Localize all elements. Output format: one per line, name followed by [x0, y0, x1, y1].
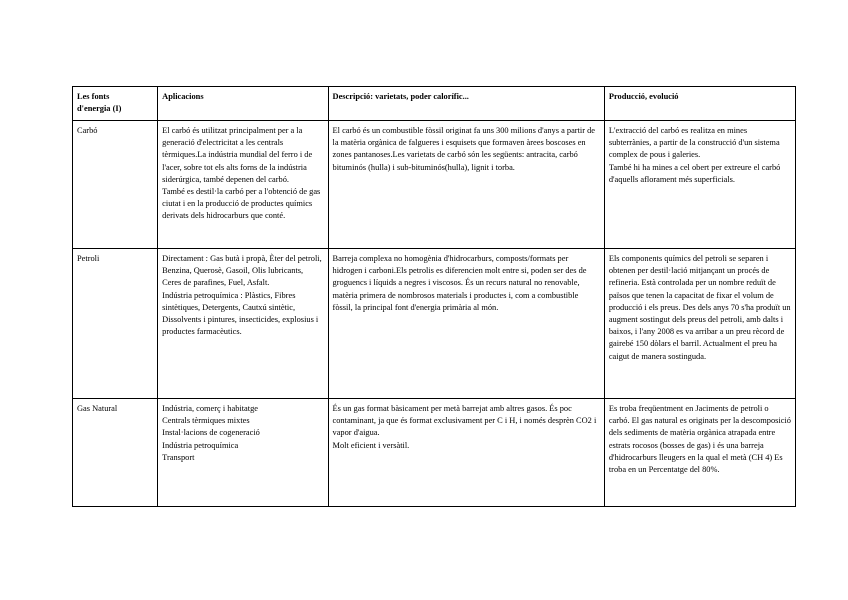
table-row-gas-natural — [73, 399, 796, 507]
cell-name-gas-natural: Gas Natural — [73, 399, 158, 507]
cell-descripcio-gas-natural: És un gas format bàsicament per metà barrejat amb altres gasos. És poc contaminant, ja que és format exclusivament per C i H, i només desprèn CO2 i vapor d'aigua. Molt eficient i versàtil. — [328, 399, 604, 507]
cell-name-carbo: Carbó — [73, 121, 158, 249]
header-produccio: Producció, evolució — [604, 87, 795, 121]
cell-name-petroli: Petroli — [73, 249, 158, 399]
table-row-petroli — [73, 249, 796, 399]
header-fonts-energia: Les fonts d'energia (I) — [73, 87, 158, 121]
cell-produccio-gas-natural: Es troba freqüentment en Jaciments de petroli o carbó. El gas natural es originats per la descomposició dels sediments de matèria orgànica atrapada entre estrats rocosos (bosses de gas) i és una barreja d'hidrocarburs lleugers en la qual el metà (CH 4) Es troba en un Percentatge del 80%. — [604, 399, 795, 507]
header-aplicacions: Aplicacions — [158, 87, 328, 121]
header-descripcio: Descripció: varietats, poder calorífic... — [328, 87, 604, 121]
cell-aplicacions-carbo: El carbó és utilitzat principalment per a la generació d'electricitat a les centrals tèrmiques.La indústria mundial del ferro i de l'acer, sobre tot els alts forns de la indústria siderúrgica, també depenen del carbó. També es destil·la carbó per a l'obtenció de gas ciutat i en la producció de productes químics derivats dels hidrocarburs que conté. — [158, 121, 328, 249]
table-header-row — [73, 87, 796, 121]
cell-produccio-carbo: L'extracció del carbó es realitza en mines subterrànies, a partir de la construcció d'un sistema complex de pous i galeries. També hi ha mines a cel obert per extreure el carbó d'aquells aflorament més superficials. — [604, 121, 795, 249]
cell-descripcio-carbo: El carbó és un combustible fòssil originat fa uns 300 milions d'anys a partir de la matèria orgànica de falgueres i esquisets que formaven àrees boscoses en zones pantanoses.Les varietats de carbó són les següents: antracita, carbó bituminós (hulla) i sub-bituminós(hulla), lignit i torba. — [328, 121, 604, 249]
table-row-carbo — [73, 121, 796, 249]
cell-aplicacions-petroli: Directament : Gas butà i propà, Èter del petroli, Benzina, Querosè, Gasoil, Olis lubricants, Ceres de parafines, Fuel, Asfalt. Indústria petroquímica : Plàstics, Fibres sintètiques, Detergents, Cautxú sintètic, Dissolvents i pintures, insecticides, explosius i productes farmacèutics. — [158, 249, 328, 399]
cell-aplicacions-gas-natural: Indústria, comerç i habitatge Centrals tèrmiques mixtes Instal·lacions de cogeneració Indústria petroquímica Transport — [158, 399, 328, 507]
cell-descripcio-petroli: Barreja complexa no homogènia d'hidrocarburs, composts/formats per hidrogen i carboni.Els petrolis es diferencien molt entre si, poden ser des de groguencs i líquids a negres i viscosos. És un recurs natural no renovable, matèria primera de nombrosos materials i productes i, com a combustible fòssil, la principal font d'energia primària al món. — [328, 249, 604, 399]
energy-sources-table — [72, 86, 796, 507]
cell-produccio-petroli: Els components químics del petroli se separen i obtenen per destil·lació mitjançant un procés de refineria. Està controlada per un nombre reduït de països que tenen la capacitat de fixar el volum de producció i els preus. Des dels anys 70 s'ha produït un augment sostingut dels preus del petroli, amb dalts i baixos, i l'any 2008 es va arribar a un preu rècord de gairebé 150 dòlars el barril. Actualment el preu ha caigut de manera sostinguda. — [604, 249, 795, 399]
